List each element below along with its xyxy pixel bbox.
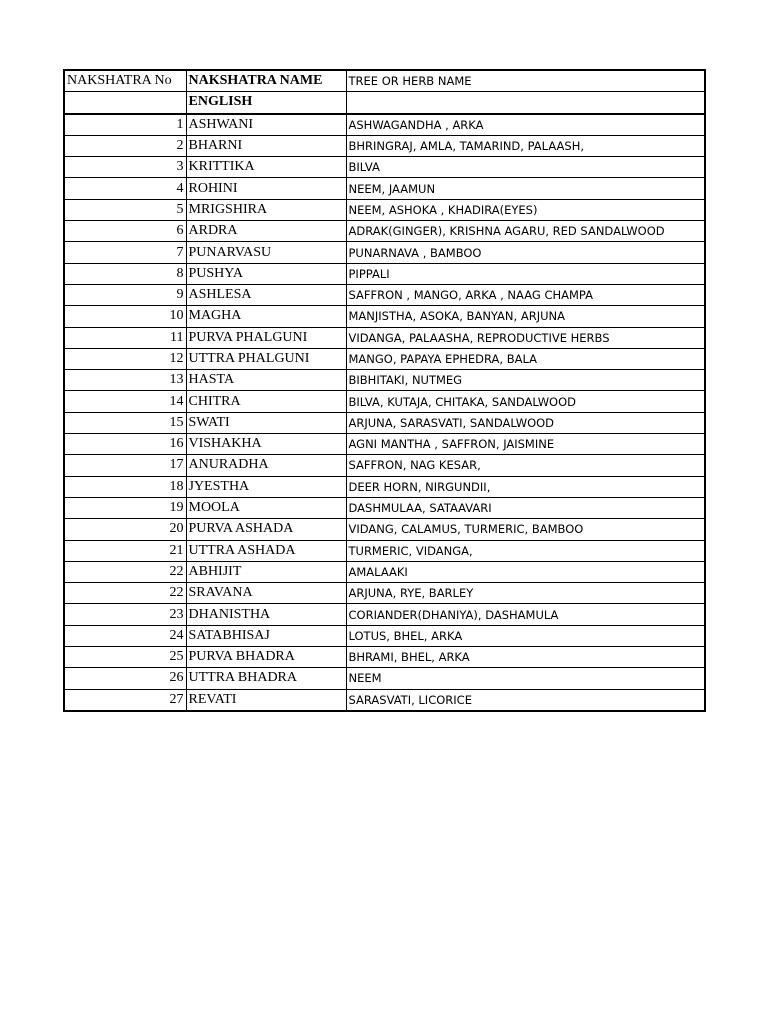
herb-name-cell: SAFFRON, NAG KESAR,	[346, 455, 705, 476]
header-english: ENGLISH	[186, 92, 346, 114]
nakshatra-number-cell: 24	[64, 625, 186, 646]
nakshatra-number-cell: 13	[64, 370, 186, 391]
nakshatra-name-cell: PURVA ASHADA	[186, 519, 346, 540]
nakshatra-number-cell: 22	[64, 583, 186, 604]
nakshatra-name-cell: PUSHYA	[186, 263, 346, 284]
herb-name-cell: VIDANG, CALAMUS, TURMERIC, BAMBOO	[346, 519, 705, 540]
herb-name-cell: SARASVATI, LICORICE	[346, 689, 705, 711]
table-row	[64, 199, 705, 220]
nakshatra-name-cell: REVATI	[186, 689, 346, 711]
header-empty-cell	[346, 92, 705, 114]
table-row	[64, 583, 705, 604]
herb-name-cell: DEER HORN, NIRGUNDII,	[346, 476, 705, 497]
nakshatra-number-cell: 14	[64, 391, 186, 412]
nakshatra-name-cell: ASHLESA	[186, 284, 346, 305]
table-row	[64, 263, 705, 284]
nakshatra-name-cell: VISHAKHA	[186, 434, 346, 455]
header-tree-or-herb-name: TREE OR HERB NAME	[346, 70, 705, 92]
nakshatra-number-cell: 9	[64, 284, 186, 305]
herb-name-cell: TURMERIC, VIDANGA,	[346, 540, 705, 561]
table-row	[64, 412, 705, 433]
table-row	[64, 370, 705, 391]
nakshatra-name-cell: HASTA	[186, 370, 346, 391]
nakshatra-name-cell: BHARNI	[186, 135, 346, 156]
nakshatra-name-cell: MAGHA	[186, 306, 346, 327]
table-row	[64, 497, 705, 518]
herb-name-cell: NEEM, ASHOKA , KHADIRA(EYES)	[346, 199, 705, 220]
nakshatra-herb-table	[63, 69, 706, 712]
herb-name-cell: ASHWAGANDHA , ARKA	[346, 114, 705, 136]
nakshatra-name-cell: KRITTIKA	[186, 157, 346, 178]
nakshatra-number-cell: 27	[64, 689, 186, 711]
nakshatra-number-cell: 26	[64, 668, 186, 689]
herb-name-cell: MANGO, PAPAYA EPHEDRA, BALA	[346, 348, 705, 369]
table-row	[64, 476, 705, 497]
table-row	[64, 242, 705, 263]
herb-name-cell: PIPPALI	[346, 263, 705, 284]
table-body	[64, 70, 705, 711]
nakshatra-number-cell: 2	[64, 135, 186, 156]
table-row	[64, 668, 705, 689]
nakshatra-name-cell: ABHIJIT	[186, 561, 346, 582]
table-row	[64, 391, 705, 412]
herb-name-cell: VIDANGA, PALAASHA, REPRODUCTIVE HERBS	[346, 327, 705, 348]
table-row	[64, 434, 705, 455]
herb-name-cell: AGNI MANTHA , SAFFRON, JAISMINE	[346, 434, 705, 455]
table-row	[64, 540, 705, 561]
table-row	[64, 178, 705, 199]
nakshatra-number-cell: 17	[64, 455, 186, 476]
nakshatra-name-cell: ANURADHA	[186, 455, 346, 476]
table-row	[64, 135, 705, 156]
table-row	[64, 455, 705, 476]
nakshatra-number-cell: 3	[64, 157, 186, 178]
table-row	[64, 221, 705, 242]
nakshatra-name-cell: ARDRA	[186, 221, 346, 242]
nakshatra-number-cell: 22	[64, 561, 186, 582]
herb-name-cell: BHRINGRAJ, AMLA, TAMARIND, PALAASH,	[346, 135, 705, 156]
table-row	[64, 348, 705, 369]
herb-name-cell: AMALAAKI	[346, 561, 705, 582]
header-empty-cell	[64, 92, 186, 114]
nakshatra-number-cell: 19	[64, 497, 186, 518]
table-row	[64, 284, 705, 305]
nakshatra-name-cell: UTTRA ASHADA	[186, 540, 346, 561]
nakshatra-name-cell: ROHINI	[186, 178, 346, 199]
nakshatra-name-cell: CHITRA	[186, 391, 346, 412]
nakshatra-name-cell: UTTRA PHALGUNI	[186, 348, 346, 369]
herb-name-cell: ADRAK(GINGER), KRISHNA AGARU, RED SANDALWOOD	[346, 221, 705, 242]
header-nakshatra-name: NAKSHATRA NAME	[186, 70, 346, 92]
nakshatra-name-cell: PURVA BHADRA	[186, 647, 346, 668]
nakshatra-name-cell: SRAVANA	[186, 583, 346, 604]
nakshatra-number-cell: 7	[64, 242, 186, 263]
herb-name-cell: LOTUS, BHEL, ARKA	[346, 625, 705, 646]
nakshatra-number-cell: 15	[64, 412, 186, 433]
nakshatra-name-cell: UTTRA BHADRA	[186, 668, 346, 689]
nakshatra-number-cell: 21	[64, 540, 186, 561]
nakshatra-name-cell: PURVA PHALGUNI	[186, 327, 346, 348]
herb-name-cell: ARJUNA, SARASVATI, SANDALWOOD	[346, 412, 705, 433]
herb-name-cell: SAFFRON , MANGO, ARKA , NAAG CHAMPA	[346, 284, 705, 305]
herb-name-cell: CORIANDER(DHANIYA), DASHAMULA	[346, 604, 705, 625]
nakshatra-name-cell: MOOLA	[186, 497, 346, 518]
nakshatra-name-cell: SATABHISAJ	[186, 625, 346, 646]
nakshatra-name-cell: DHANISTHA	[186, 604, 346, 625]
nakshatra-number-cell: 20	[64, 519, 186, 540]
table-row	[64, 327, 705, 348]
table-row	[64, 157, 705, 178]
table-row	[64, 306, 705, 327]
herb-name-cell: NEEM, JAAMUN	[346, 178, 705, 199]
header-row	[64, 70, 705, 92]
table-row	[64, 561, 705, 582]
nakshatra-number-cell: 23	[64, 604, 186, 625]
herb-name-cell: BHRAMI, BHEL, ARKA	[346, 647, 705, 668]
nakshatra-number-cell: 8	[64, 263, 186, 284]
nakshatra-number-cell: 10	[64, 306, 186, 327]
header-row-2	[64, 92, 705, 114]
table-row	[64, 625, 705, 646]
table-row	[64, 519, 705, 540]
nakshatra-name-cell: PUNARVASU	[186, 242, 346, 263]
herb-name-cell: BILVA, KUTAJA, CHITAKA, SANDALWOOD	[346, 391, 705, 412]
herb-name-cell: PUNARNAVA , BAMBOO	[346, 242, 705, 263]
nakshatra-number-cell: 25	[64, 647, 186, 668]
header-nakshatra-no: NAKSHATRA No	[64, 70, 186, 92]
table-row	[64, 114, 705, 136]
nakshatra-number-cell: 16	[64, 434, 186, 455]
nakshatra-name-cell: SWATI	[186, 412, 346, 433]
table-row	[64, 604, 705, 625]
table-row	[64, 647, 705, 668]
herb-name-cell: DASHMULAA, SATAAVARI	[346, 497, 705, 518]
table-row	[64, 689, 705, 711]
nakshatra-number-cell: 1	[64, 114, 186, 136]
nakshatra-name-cell: JYESTHA	[186, 476, 346, 497]
herb-name-cell: MANJISTHA, ASOKA, BANYAN, ARJUNA	[346, 306, 705, 327]
herb-name-cell: BIBHITAKI, NUTMEG	[346, 370, 705, 391]
herb-name-cell: BILVA	[346, 157, 705, 178]
herb-name-cell: NEEM	[346, 668, 705, 689]
nakshatra-number-cell: 12	[64, 348, 186, 369]
nakshatra-name-cell: MRIGSHIRA	[186, 199, 346, 220]
nakshatra-name-cell: ASHWANI	[186, 114, 346, 136]
nakshatra-number-cell: 4	[64, 178, 186, 199]
nakshatra-number-cell: 6	[64, 221, 186, 242]
herb-name-cell: ARJUNA, RYE, BARLEY	[346, 583, 705, 604]
nakshatra-number-cell: 11	[64, 327, 186, 348]
nakshatra-number-cell: 18	[64, 476, 186, 497]
nakshatra-number-cell: 5	[64, 199, 186, 220]
